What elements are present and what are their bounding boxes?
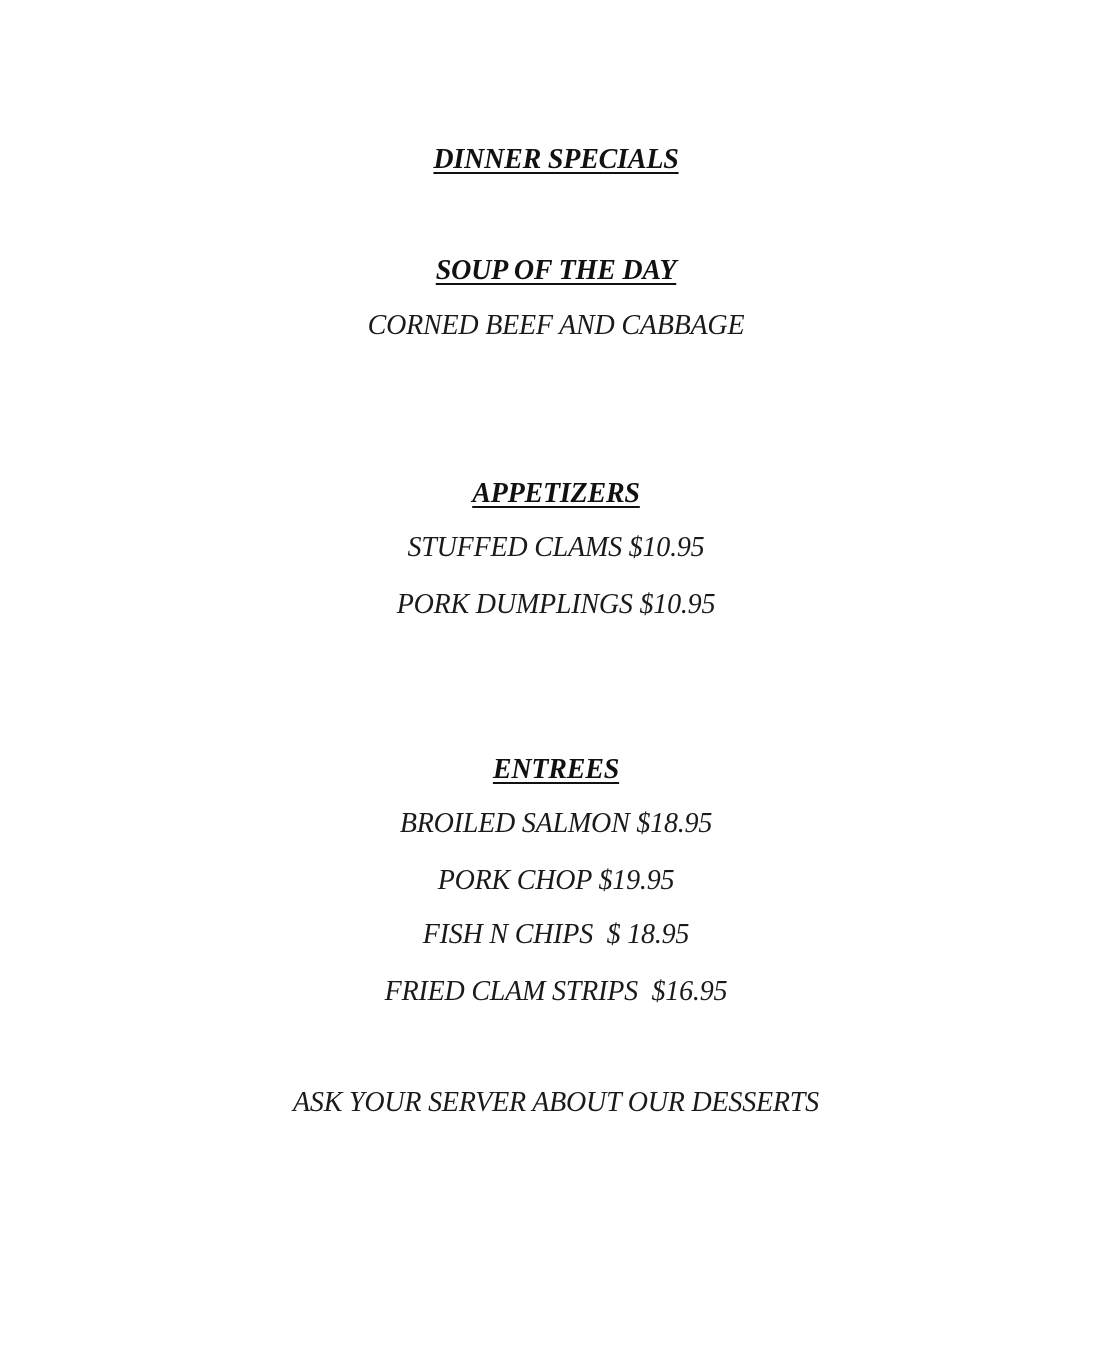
menu-title: DINNER SPECIALS: [433, 144, 679, 175]
entree-item: FRIED CLAM STRIPS $16.95: [384, 976, 728, 1007]
soup-item: CORNED BEEF AND CABBAGE: [367, 310, 745, 341]
appetizer-item: STUFFED CLAMS $10.95: [407, 532, 705, 563]
entree-item: BROILED SALMON $18.95: [399, 808, 713, 839]
soup-heading: SOUP OF THE DAY: [435, 255, 677, 286]
entree-item: FISH N CHIPS $ 18.95: [422, 919, 690, 950]
appetizer-item: PORK DUMPLINGS $10.95: [396, 589, 716, 620]
entrees-heading: ENTREES: [492, 754, 620, 785]
entree-item: PORK CHOP $19.95: [437, 865, 675, 896]
appetizers-heading: APPETIZERS: [472, 478, 640, 509]
desserts-note: ASK YOUR SERVER ABOUT OUR DESSERTS: [293, 1087, 819, 1118]
